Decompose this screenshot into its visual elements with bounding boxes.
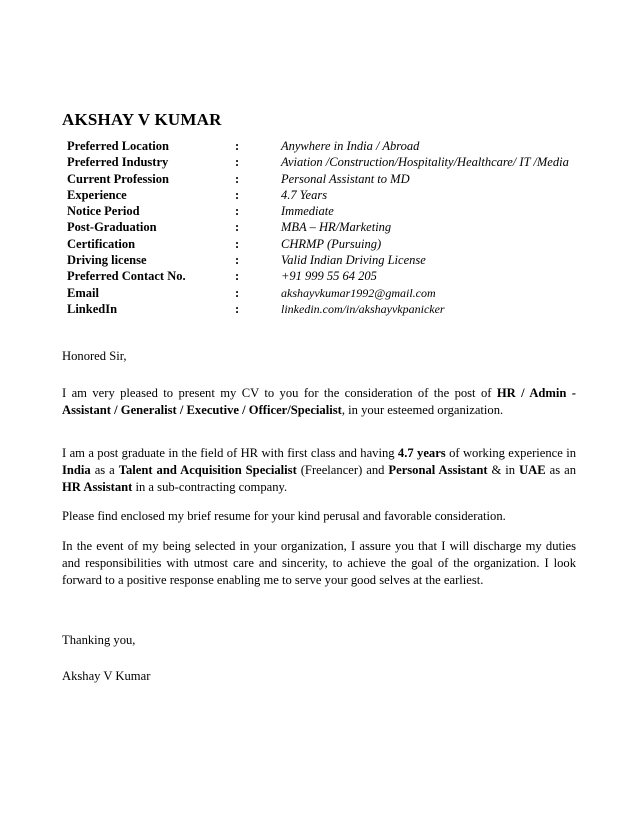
detail-separator: : bbox=[235, 253, 240, 268]
detail-label: LinkedIn bbox=[67, 301, 118, 316]
country-uae: UAE bbox=[519, 463, 546, 477]
detail-separator: : bbox=[235, 139, 240, 153]
letter-paragraph-experience bbox=[62, 445, 576, 496]
detail-row-certification bbox=[67, 236, 569, 252]
detail-separator: : bbox=[235, 285, 240, 300]
text-run: & in bbox=[487, 463, 520, 477]
text-run: as an bbox=[545, 463, 577, 477]
detail-separator: : bbox=[235, 187, 240, 202]
detail-separator: : bbox=[235, 220, 240, 235]
detail-row-preferred-industry bbox=[67, 154, 569, 170]
letter-paragraph-assurance: In the event of my being selected in your organization, I assure you that I will discharge my duties and responsibilities with utmost care and sincerity, to achieve the goal of the organization. I look forward to a positive response enabling me to serve your good selves at the earliest. bbox=[62, 539, 576, 587]
text-run: I am a post graduate in the field of HR with first class and having bbox=[62, 446, 398, 460]
detail-row-post-graduation bbox=[67, 219, 569, 235]
detail-row-contact-number bbox=[67, 268, 569, 284]
text-run: as a bbox=[90, 463, 119, 477]
letter-closing: Thanking you, bbox=[62, 633, 136, 647]
detail-label: Experience bbox=[67, 187, 127, 202]
letter-paragraph-enclosure: Please find enclosed my brief resume for your kind perusal and favorable consideration. bbox=[62, 509, 506, 523]
detail-separator: : bbox=[235, 236, 240, 251]
detail-value: Anywhere in India / Abroad bbox=[281, 139, 420, 153]
detail-separator: : bbox=[235, 155, 240, 170]
detail-label: Current Profession bbox=[67, 171, 169, 186]
candidate-details-table bbox=[67, 138, 569, 317]
text-run: I am very pleased to present my CV to you for the consideration of the post of bbox=[62, 386, 497, 400]
detail-row-driving-license bbox=[67, 252, 569, 268]
detail-row-current-profession bbox=[67, 171, 569, 187]
text-run: , in your esteemed organization. bbox=[341, 403, 504, 417]
role-talent-acquisition: Talent and Acquisition Specialist bbox=[118, 463, 297, 477]
detail-separator: : bbox=[235, 204, 240, 219]
email-value[interactable]: akshayvkumar1992@gmail.com bbox=[281, 285, 436, 300]
detail-row-preferred-location bbox=[67, 138, 569, 154]
detail-value: Personal Assistant to MD bbox=[281, 171, 410, 186]
detail-row-linkedin bbox=[67, 301, 569, 317]
detail-label: Post-Graduation bbox=[67, 220, 157, 235]
detail-separator: : bbox=[235, 301, 240, 316]
detail-label: Notice Period bbox=[67, 204, 140, 219]
letter-signature: Akshay V Kumar bbox=[62, 669, 151, 683]
letter-salutation: Honored Sir, bbox=[62, 349, 127, 363]
role-hr-assistant: HR Assistant bbox=[62, 480, 133, 494]
detail-row-notice-period bbox=[67, 203, 569, 219]
detail-value: MBA – HR/Marketing bbox=[281, 220, 392, 235]
target-post-title: HR / Admin - Assistant / Generalist / Executive / Officer/Specialist bbox=[62, 386, 576, 417]
text-run: (Freelancer) and bbox=[296, 463, 389, 477]
detail-separator: : bbox=[235, 269, 240, 284]
detail-value: +91 999 55 64 205 bbox=[281, 269, 377, 284]
detail-label: Preferred Industry bbox=[67, 155, 169, 170]
linkedin-value[interactable]: linkedin.com/in/akshayvkpanicker bbox=[281, 301, 445, 316]
detail-label: Email bbox=[67, 285, 99, 300]
detail-label: Driving license bbox=[67, 253, 147, 268]
letter-paragraph-intro bbox=[62, 385, 576, 419]
detail-label: Certification bbox=[67, 236, 136, 251]
detail-value: Aviation /Construction/Hospitality/Healthcare/ IT /Media bbox=[281, 155, 569, 170]
experience-years: 4.7 years bbox=[397, 446, 446, 460]
detail-value: Immediate bbox=[281, 204, 334, 219]
detail-value: 4.7 Years bbox=[281, 187, 328, 202]
text-run: in a sub-contracting company. bbox=[132, 480, 288, 494]
candidate-name: AKSHAY V KUMAR bbox=[62, 110, 222, 129]
detail-separator: : bbox=[235, 171, 240, 186]
detail-label: Preferred Contact No. bbox=[67, 269, 186, 284]
country-india: India bbox=[62, 463, 91, 477]
role-personal-assistant: Personal Assistant bbox=[388, 463, 488, 477]
detail-value: CHRMP (Pursuing) bbox=[281, 236, 382, 251]
detail-row-experience bbox=[67, 187, 569, 203]
detail-label: Preferred Location bbox=[67, 139, 169, 153]
text-run: of working experience in bbox=[445, 446, 576, 460]
detail-row-email bbox=[67, 285, 569, 301]
detail-value: Valid Indian Driving License bbox=[281, 253, 426, 268]
